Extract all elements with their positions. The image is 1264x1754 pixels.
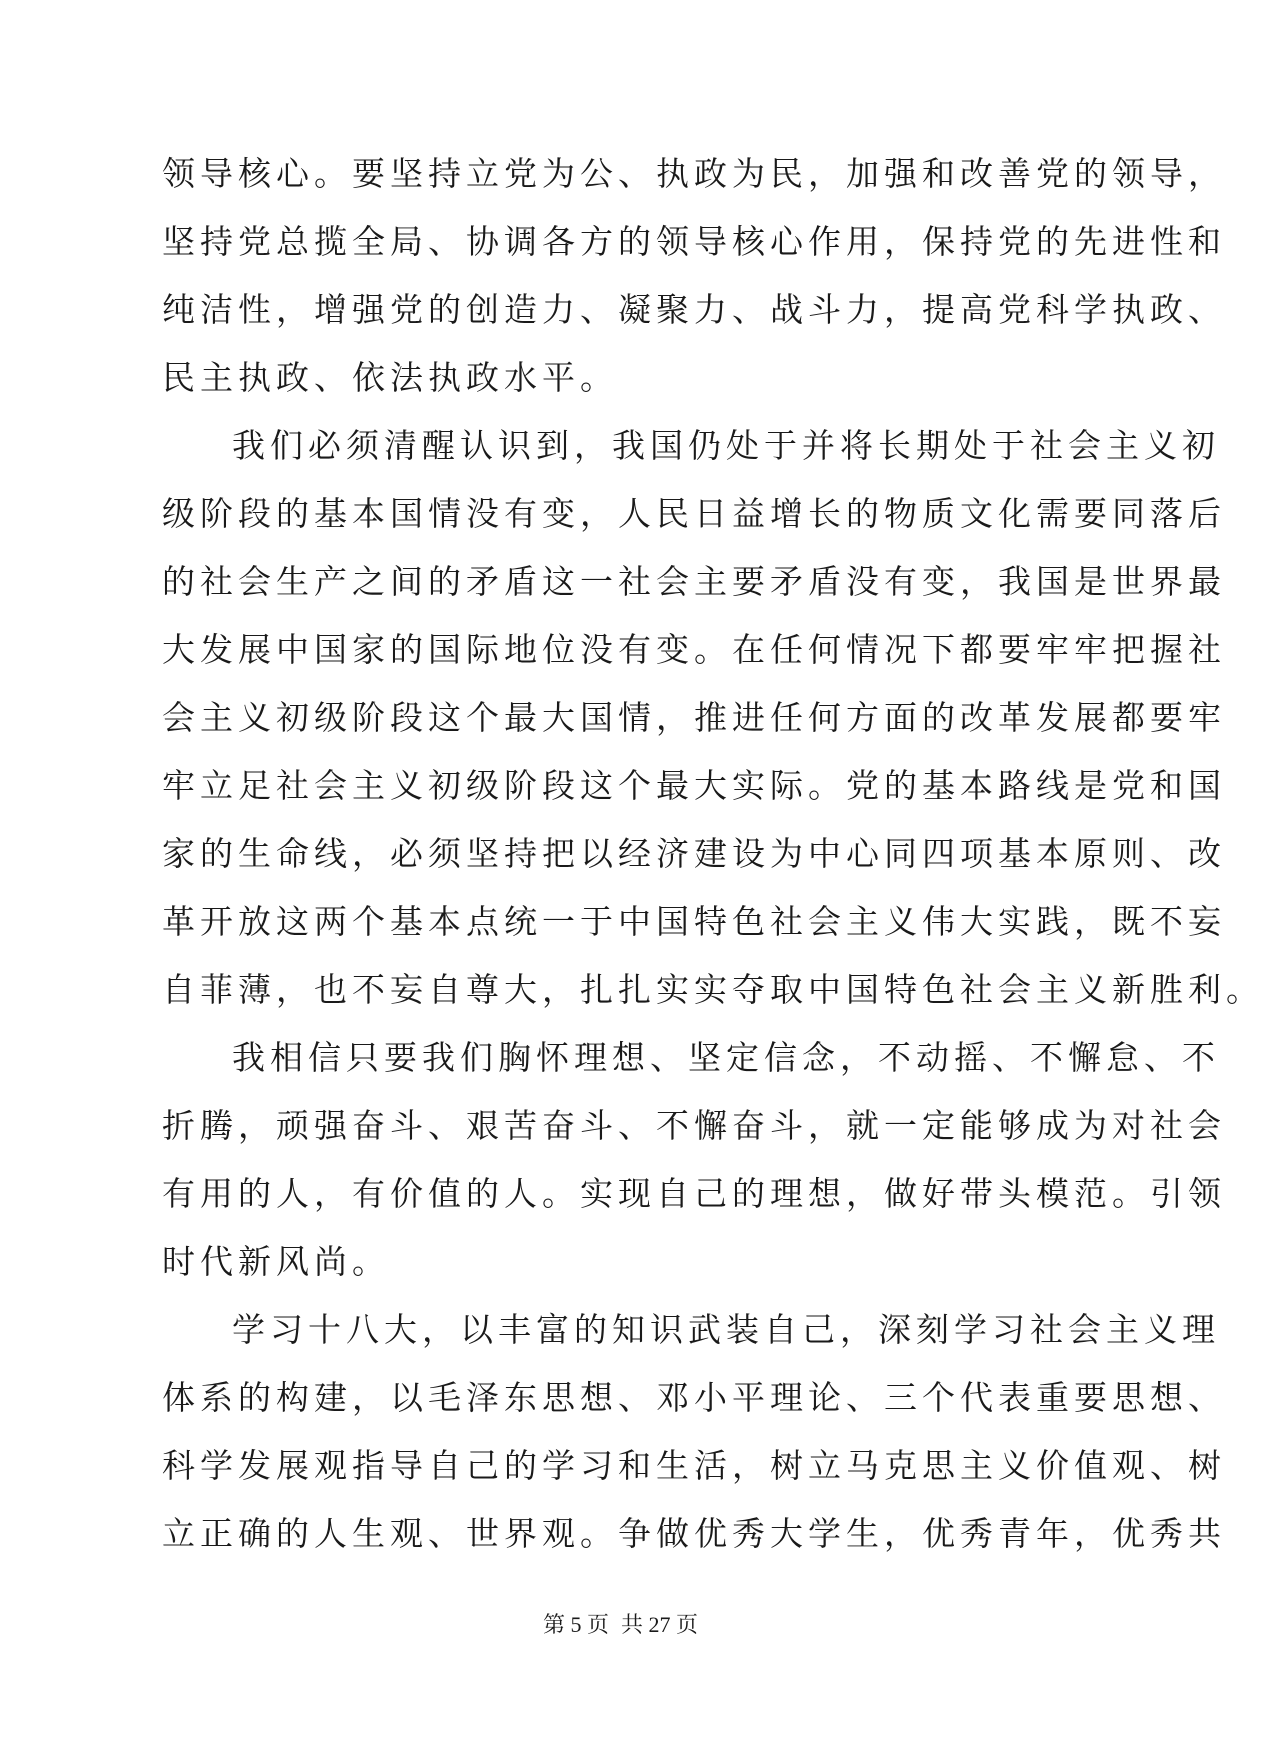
- text-line: 自菲薄，也不妄自尊大，扎扎实实夺取中国特色社会主义新胜利。: [162, 970, 1264, 1009]
- text-line: 折腾，顽强奋斗、艰苦奋斗、不懈奋斗，就一定能够成为对社会: [162, 1106, 1226, 1145]
- text-line: 领导核心。要坚持立党为公、执政为民，加强和改善党的领导，: [162, 154, 1226, 193]
- text-line: 有用的人，有价值的人。实现自己的理想，做好带头模范。引领: [162, 1174, 1226, 1213]
- text-line: 时代新风尚。: [162, 1242, 390, 1281]
- text-line: 家的生命线，必须坚持把以经济建设为中心同四项基本原则、改: [162, 834, 1226, 873]
- text-line: 学习十八大，以丰富的知识武装自己，深刻学习社会主义理: [232, 1310, 1220, 1349]
- text-line: 会主义初级阶段这个最大国情，推进任何方面的改革发展都要牢: [162, 698, 1226, 737]
- document-body: [162, 140, 1264, 1568]
- text-line: 的社会生产之间的矛盾这一社会主要矛盾没有变，我国是世界最: [162, 562, 1226, 601]
- page-total: 共 27 页: [621, 1612, 699, 1637]
- page-footer: [0, 1608, 1241, 1639]
- text-line: 纯洁性，增强党的创造力、凝聚力、战斗力，提高党科学执政、: [162, 290, 1226, 329]
- text-line: 大发展中国家的国际地位没有变。在任何情况下都要牢牢把握社: [162, 630, 1226, 669]
- text-line: 民主执政、依法执政水平。: [162, 358, 618, 397]
- text-line: 革开放这两个基本点统一于中国特色社会主义伟大实践，既不妄: [162, 902, 1226, 941]
- text-line: 科学发展观指导自己的学习和生活，树立马克思主义价值观、树: [162, 1446, 1226, 1485]
- text-line: 级阶段的基本国情没有变，人民日益增长的物质文化需要同落后: [162, 494, 1226, 533]
- text-line: 体系的构建，以毛泽东思想、邓小平理论、三个代表重要思想、: [162, 1378, 1226, 1417]
- text-line: 坚持党总揽全局、协调各方的领导核心作用，保持党的先进性和: [162, 222, 1226, 261]
- text-line: 牢立足社会主义初级阶段这个最大实际。党的基本路线是党和国: [162, 766, 1226, 805]
- page-number: 第 5 页: [542, 1612, 609, 1637]
- text-line: 立正确的人生观、世界观。争做优秀大学生，优秀青年，优秀共: [162, 1514, 1226, 1553]
- text-line: 我们必须清醒认识到，我国仍处于并将长期处于社会主义初: [232, 426, 1220, 465]
- text-line: 我相信只要我们胸怀理想、坚定信念，不动摇、不懈怠、不: [232, 1038, 1220, 1077]
